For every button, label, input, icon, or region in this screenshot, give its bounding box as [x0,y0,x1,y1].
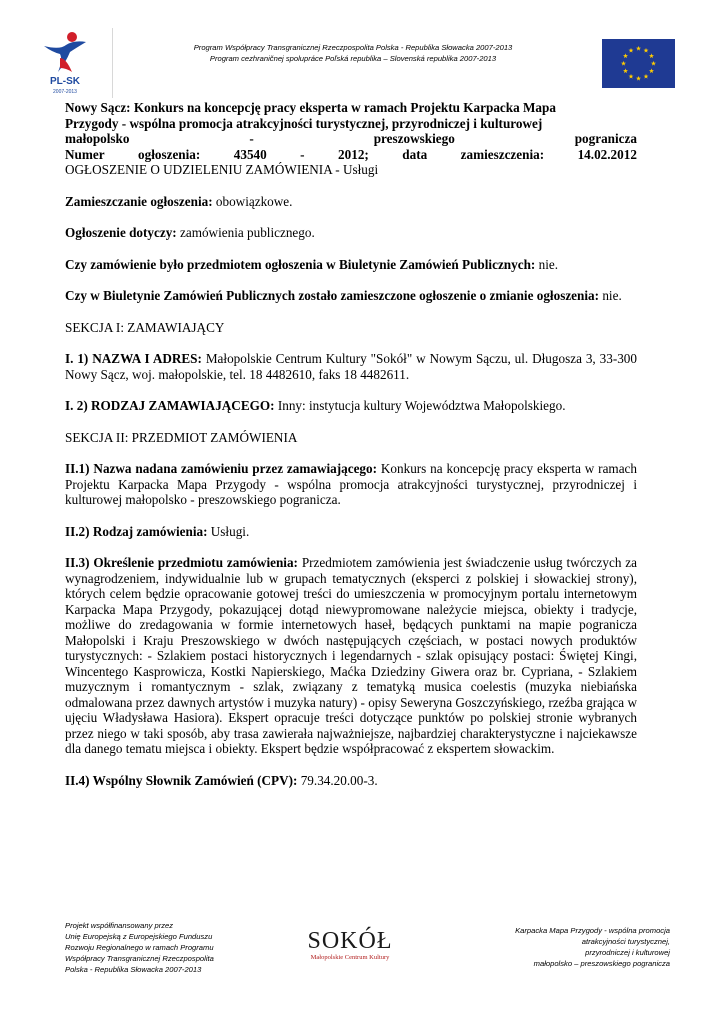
sokol-logo: SOKÓŁ Małopolskie Centrum Kultury [307,928,393,961]
svg-text:PL-SK: PL-SK [50,76,80,87]
placement-field: Zamieszczanie ogłoszenia: obowiązkowe. [65,193,293,209]
section-2-heading: SEKCJA II: PRZEDMIOT ZAMÓWIENIA [65,429,298,445]
order-type-field: II.2) Rodzaj zamówienia: Usługi. [65,523,250,539]
change-field: Czy w Biuletynie Zamówień Publicznych zostało zamieszczone ogłoszenie o zmianie ogłoszenia: nie. [65,288,622,303]
cpv-field: II.4) Wspólny Słownik Zamówień (CPV): 79.34.20.00-3. [65,772,378,788]
pl-sk-logo [30,28,100,96]
svg-text:2007-2013: 2007-2013 [53,89,77,95]
page-header [0,0,725,100]
name-address-field: I. 1) NAZWA I ADRES: Małopolskie Centrum Kultury "Sokół" w Nowym Sączu, ul. Długosza 3, 33-300 Nowy Sącz, woj. małopolskie, tel. 18 4482610, faks 18 4482611. [65,351,637,382]
title-line-3: małopolsko - preszowskiego pogranicza [65,131,637,146]
notice-title: Nowy Sącz: Konkurs na koncepcję pracy eksperta w ramach Projektu Karpacka Mapa Przygody - wspólna promocja atrakcyjności turystycznej, przyrodniczej i kulturowej małopolsko - preszowskiego pogranicza Numer ogłoszenia: 43540 - 2012; data zamieszczenia: 14.02.2012 [65,100,637,162]
bzp-field: Czy zamówienie było przedmiotem ogłoszenia w Biuletynie Zamówień Publicznych: nie. [65,256,559,272]
eu-flag-icon [602,39,675,88]
notice-type: OGŁOSZENIE O UDZIELENIU ZAMÓWIENIA - Usługi [65,162,379,177]
program-line-pl: Program Współpracy Transgranicznej Rzeczpospolita Polska - Republika Słowacka 2007-2013 [193,43,513,52]
footer-cofinancing: Projekt współfinansowany przez Unię Europejską z Europejskiego Funduszu Rozwoju Regionalnego w ramach Programu Współpracy Transgranicznej Rzeczpospolita Polska - Republika Słowacka 2007-2013 [65,921,214,974]
concerns-field: Ogłoszenie dotyczy: zamówienia publicznego. [65,225,315,240]
header-divider [112,28,113,98]
order-description-field: II.3) Określenie przedmiotu zamówienia: Przedmiotem zamówienia jest świadczenie usług twórczych za wynagrodzeniem, indywidualnie lub w grupach tematycznych (eksperci z polskiej i słowackiej strony), których celem będzie opracowanie gotowej treści do umieszczenia w promocyjnym portalu internetowym Karpacka Mapa Przygody, pokazującej dotąd niewypromowane należycie miejsca, obiekty i tradycje, możliwe do zredagowania w formie internetowych haseł, będących punktami na mapie pogranicza Małopolski i Kraju Preszowskiego w dwóch następujących częściach, w postaci nowych produktów turystycznych: - Szlakiem postaci historycznych i legendarnych - szlak opisujący postaci: Świętej Kingi, Wincentego Kasprowicza, Kostki Napierskiego, Maćka Dziedziny Giwera oraz br. Cypriana, - Szlakiem muzycznym i romantycznym - szlak, związany z tematyką musica coelestis (muzyka niebiańska odmalowana przez dawnych artystów i muzyka natury) - opisy Seweryna Goszczyńskiego, rzeźba grająca w ujęciu Władysława Hasiora). Ekspert opracuje treści dotyczące punktów po polskiej stronie wybranych przez niego w taki sposób, aby trasa zawierała najważniejsze, najbardziej charakterystyczne i najciekawsze dla danego tematu miejsca i obiekty. Ekspert będzie współpracować z ekspertem słowackim. [65,555,637,756]
section-1-heading: SEKCJA I: ZAMAWIAJĄCY [65,319,225,335]
contracting-type-field: I. 2) RODZAJ ZAMAWIAJĄCEGO: Inny: instytucja kultury Województwa Małopolskiego. [65,398,566,413]
program-line-sk: Program cezhraničnej spolupráce Poľská republika – Slovenská republika 2007-2013 [209,54,497,63]
program-title [118,42,588,64]
order-name-field: II.1) Nazwa nadana zamówieniu przez zamawiającego: Konkurs na koncepcję pracy eksperta w ramach Projektu Karpacka Mapa Przygody - wspólna promocja atrakcyjności turystycznej, przyrodniczej i kulturowej małopolsko - preszowskiego pogranicza. [65,461,637,507]
notice-body [65,100,637,788]
footer-project-name: Karpacka Mapa Przygody - wspólna promocja atrakcyjności turystycznej, przyrodniczej i kulturowej małopolsko – preszowskiego pogranicza [515,926,670,968]
notice-number-line: Numer ogłoszenia: 43540 - 2012; data zamieszczenia: 14.02.2012 [65,146,637,162]
